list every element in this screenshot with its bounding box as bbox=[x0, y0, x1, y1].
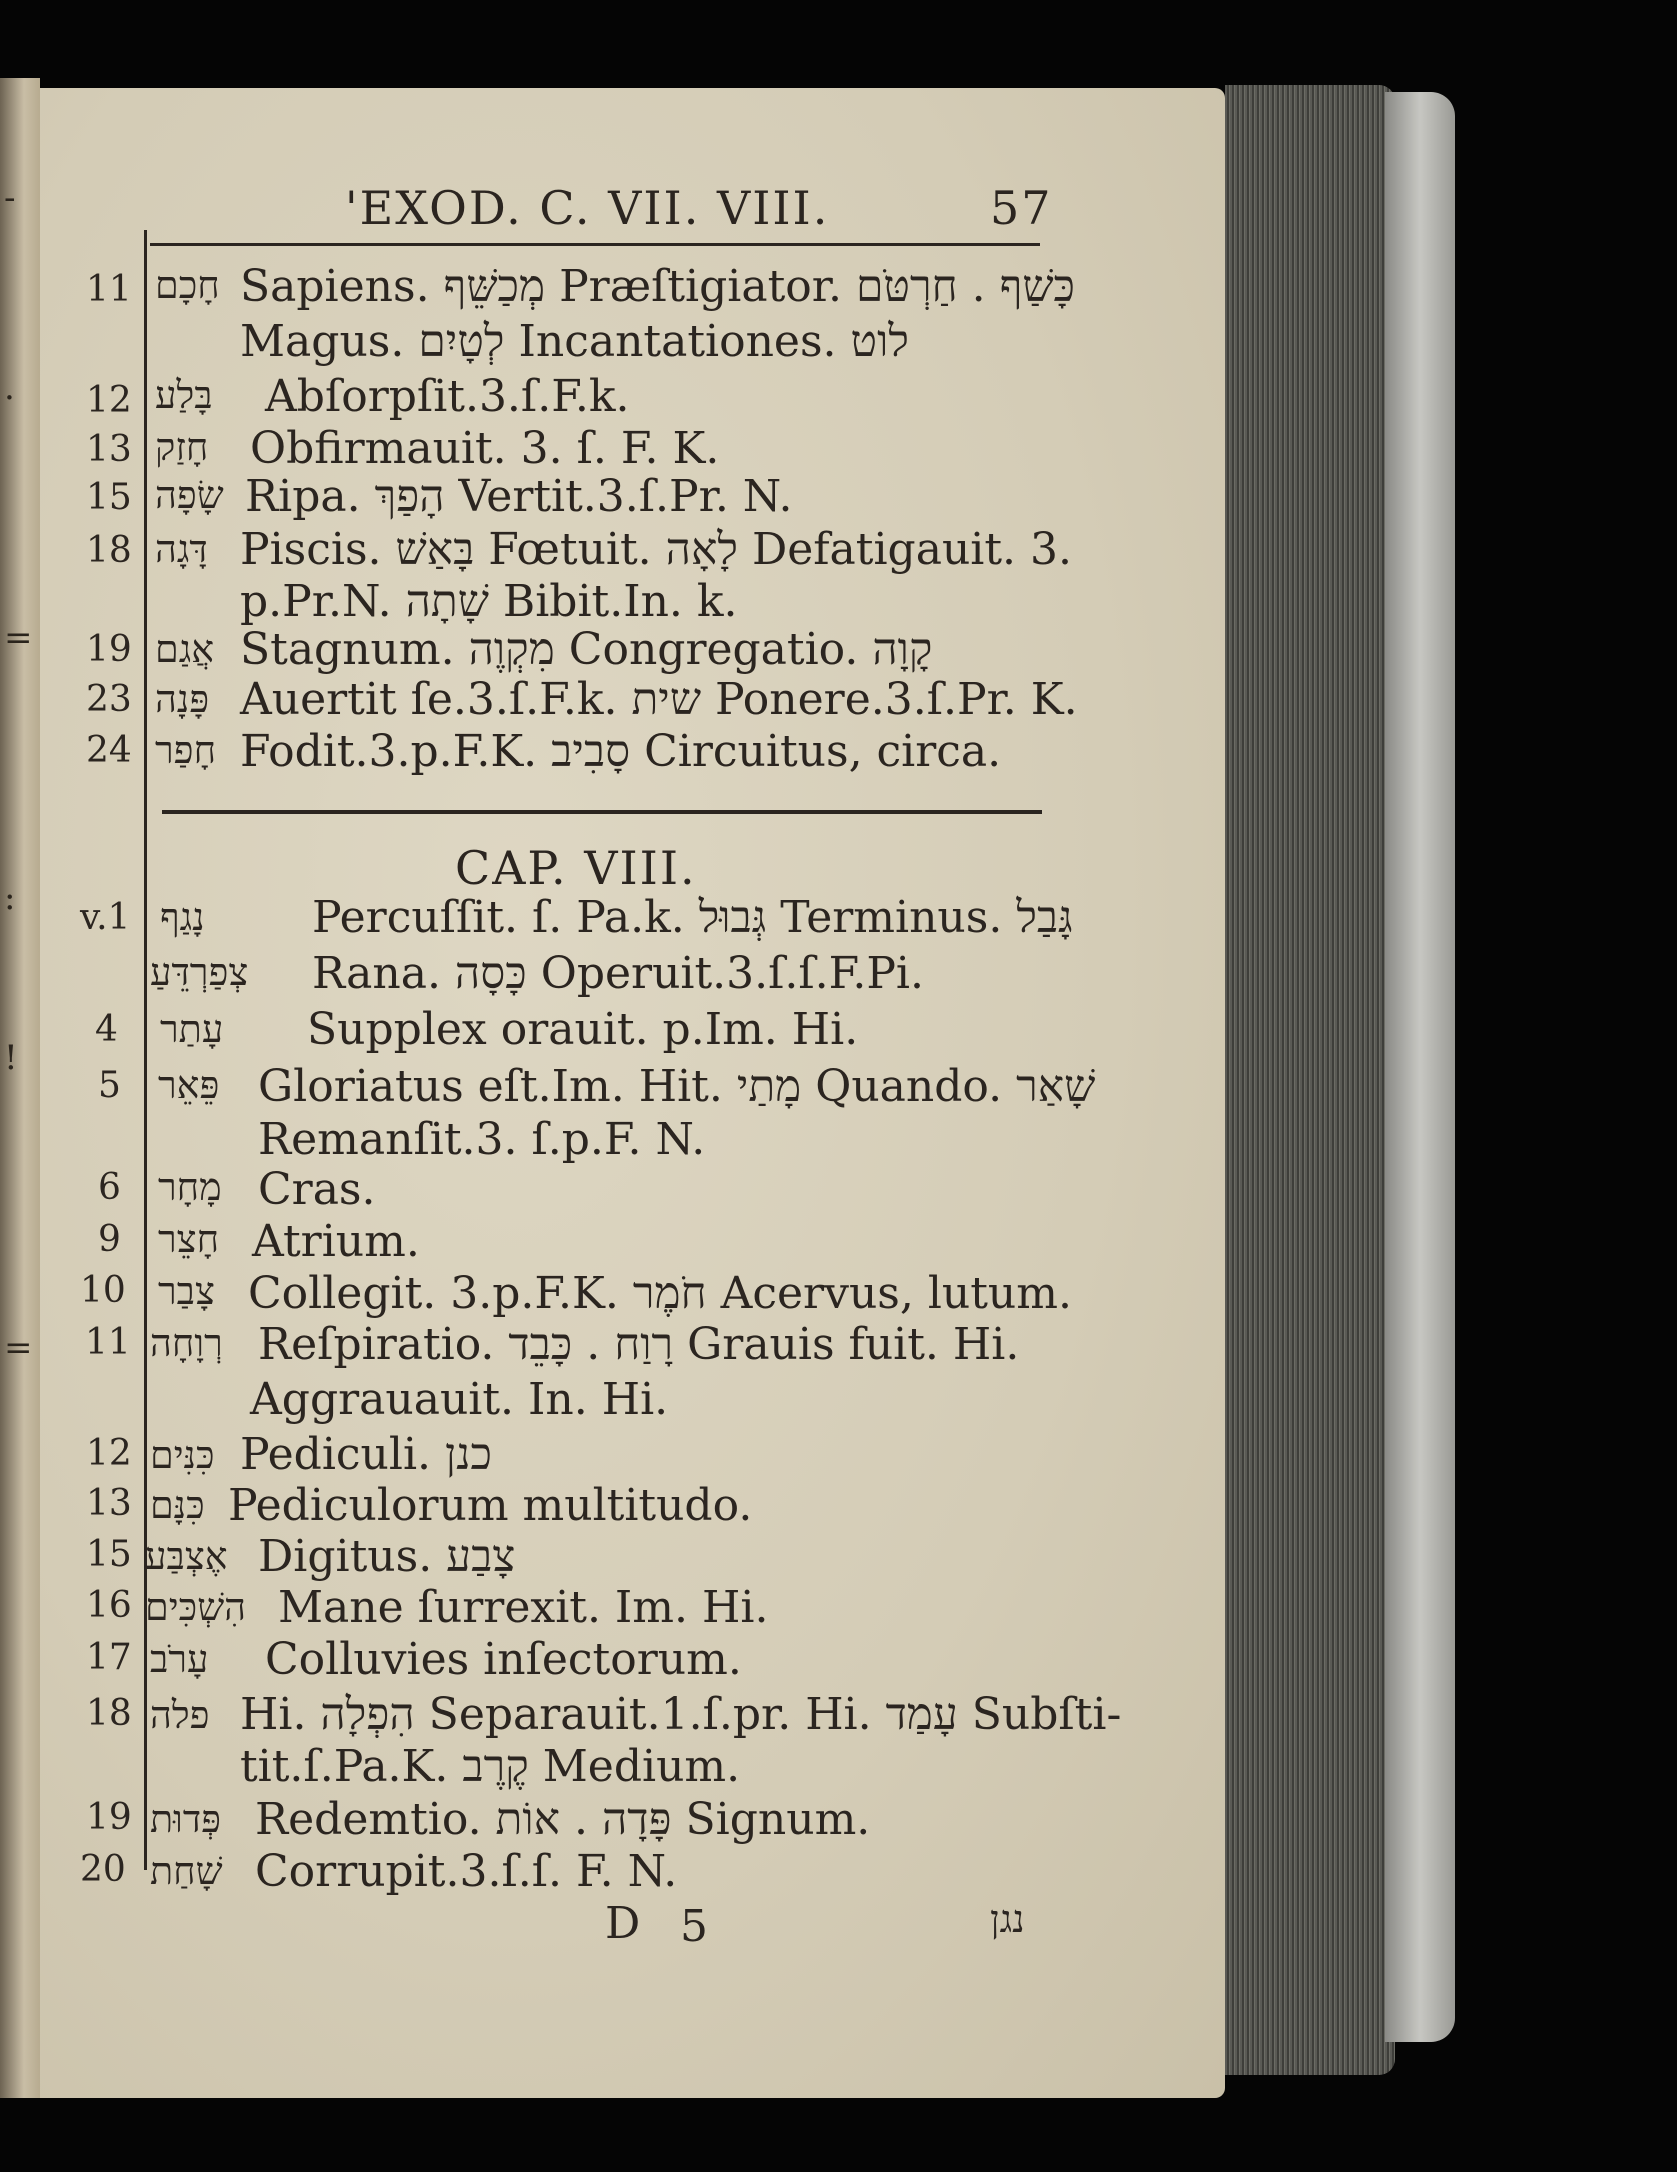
hebrew-headword: עָתַר bbox=[160, 1007, 224, 1051]
entry-line: Abſorpſit.3.ſ.F.k. bbox=[265, 371, 630, 422]
entry-line: Colluvies inſectorum. bbox=[265, 1634, 742, 1685]
entry-line: Redemtio. פָּדָה . אוֹת Signum. bbox=[255, 1794, 871, 1845]
verse-number: 17 bbox=[86, 1637, 132, 1678]
verse-number: 18 bbox=[86, 1693, 132, 1734]
entry-line: Ripa. הָפַךְ Vertit.3.ſ.Pr. N. bbox=[245, 471, 793, 522]
margin-fragment: = bbox=[4, 618, 33, 658]
margin-fragment: ! bbox=[4, 1038, 18, 1078]
hebrew-headword: צָבַר bbox=[158, 1269, 215, 1313]
hebrew-headword: שָׁחַת bbox=[150, 1849, 223, 1893]
hebrew-headword: רְוָחָה bbox=[150, 1321, 223, 1365]
verse-number: 20 bbox=[80, 1849, 126, 1890]
verse-number: v.1 bbox=[80, 897, 131, 938]
verse-number: 9 bbox=[98, 1219, 121, 1260]
verse-number: 24 bbox=[86, 730, 132, 771]
entry-line: Hi. הִפְלָה Separauit.1.ſ.pr. Hi. עָמַד Subſti- bbox=[240, 1689, 1122, 1740]
margin-fragment: - bbox=[4, 178, 16, 218]
hebrew-headword: כִּנִּים bbox=[150, 1433, 215, 1477]
hebrew-headword: חָפַר bbox=[155, 728, 217, 772]
entry-line: Collegit. 3.p.F.K. חֹמֶר Acervus, lutum. bbox=[248, 1268, 1072, 1319]
entry-line: Sapiens. מְכַשֵּׁף Præſtigiator. כָּשַׁף . חַרְטֹּם bbox=[240, 261, 1076, 312]
hebrew-headword: פְּדוּת bbox=[150, 1797, 222, 1841]
hebrew-headword: שָׂפָה bbox=[155, 473, 224, 517]
verse-number: 15 bbox=[86, 477, 132, 518]
entry-line: Stagnum. מִקְוֶה Congregatio. קָוָה bbox=[240, 624, 933, 675]
facing-page-edge bbox=[0, 78, 40, 2098]
entry-line: Auertit ſe.3.ſ.F.k. שית Ponere.3.ſ.Pr. K. bbox=[240, 674, 1078, 725]
hebrew-headword: חָזַק bbox=[155, 425, 209, 469]
entry-line: Digitus. צָבַע bbox=[258, 1531, 516, 1582]
verse-number: 4 bbox=[95, 1009, 118, 1050]
verse-number: 23 bbox=[86, 679, 132, 720]
entry-line: Gloriatus eſt.Im. Hit. מָתַי Quando. שָׁאַר bbox=[258, 1061, 1096, 1112]
hebrew-headword: מָחָר bbox=[158, 1165, 222, 1209]
section-rule bbox=[162, 810, 1042, 814]
hebrew-headword: צְפַרְדֵּעַ bbox=[150, 950, 249, 994]
hebrew-headword: דָּגָה bbox=[155, 527, 208, 571]
verse-number: 13 bbox=[86, 1483, 132, 1524]
entry-line: Atrium. bbox=[252, 1216, 420, 1267]
verse-number: 6 bbox=[98, 1167, 121, 1208]
hebrew-headword: כִּנָּם bbox=[150, 1483, 205, 1527]
verse-number: 5 bbox=[98, 1065, 121, 1106]
page-edges bbox=[1225, 85, 1395, 2075]
entry-line: Obfirmauit. 3. ſ. F. K. bbox=[250, 423, 720, 474]
hebrew-headword: אֲגַם bbox=[155, 627, 215, 671]
hebrew-headword: פָּנָה bbox=[155, 677, 210, 721]
hebrew-headword: עָרֹב bbox=[150, 1637, 209, 1681]
entry-line: Remanſit.3. ſ.p.F. N. bbox=[258, 1114, 706, 1165]
catchword: נגן bbox=[990, 1897, 1025, 1941]
verse-number: 10 bbox=[80, 1270, 126, 1311]
entry-line: Supplex orauit. p.Im. Hi. bbox=[307, 1004, 859, 1055]
margin-fragment: . bbox=[4, 368, 15, 408]
verse-number: 11 bbox=[86, 269, 132, 310]
hebrew-headword: חָכָם bbox=[155, 263, 220, 307]
entry-line: Magus. לְטָיִם Incantationes. לוט bbox=[240, 316, 909, 367]
hebrew-headword: חָצֵר bbox=[158, 1217, 220, 1261]
hebrew-headword: הִשְׁכִּים bbox=[145, 1585, 247, 1629]
verse-number: 13 bbox=[86, 429, 132, 470]
hebrew-headword: אֶצְבַּע bbox=[145, 1534, 228, 1578]
chapter-title: CAP. VIII. bbox=[455, 841, 697, 895]
running-head: 'EXOD. C. VII. VIII. bbox=[345, 181, 830, 235]
hebrew-headword: בָּלַע bbox=[155, 373, 213, 417]
entry-line: Cras. bbox=[258, 1164, 376, 1215]
entry-line: Rana. כָּסָה Operuit.3.ſ.ſ.F.Pi. bbox=[312, 948, 924, 999]
entry-line: Piscis. בָּאַשׁ Fœtuit. לָאָה Defatigauit. 3. bbox=[240, 524, 1072, 575]
entry-line: Aggrauauit. In. Hi. bbox=[250, 1374, 669, 1425]
entry-line: tit.ſ.Pa.K. קֶרֶב Medium. bbox=[240, 1741, 741, 1792]
hebrew-headword: נָגַף bbox=[160, 895, 205, 939]
verse-number: 18 bbox=[86, 530, 132, 571]
entry-line: Pediculi. כנן bbox=[240, 1429, 493, 1480]
margin-fragment: : bbox=[4, 878, 16, 918]
verse-number: 12 bbox=[86, 1433, 132, 1474]
page-number: 57 bbox=[990, 181, 1053, 235]
entry-line: Fodit.3.p.F.K. סָבִיב Circuitus, circa. bbox=[240, 726, 1002, 777]
entry-line: Percuſſit. ſ. Pa.k. גְּבוּל Terminus. גָּבַל bbox=[312, 892, 1073, 943]
verse-number: 19 bbox=[86, 629, 132, 670]
hebrew-headword: פלה bbox=[150, 1693, 210, 1737]
entry-line: Reſpiratio. רָוַח . כָּבֵד Grauis fuit. Hi. bbox=[258, 1319, 1020, 1370]
signature-number: 5 bbox=[680, 1901, 708, 1952]
entry-line: p.Pr.N. שָׁתָה Bibit.In. k. bbox=[240, 576, 738, 627]
header-rule bbox=[150, 243, 1040, 246]
margin-fragment: = bbox=[4, 1328, 33, 1368]
verse-number: 15 bbox=[86, 1534, 132, 1575]
entry-line: Pediculorum multitudo. bbox=[228, 1480, 753, 1531]
book-cover bbox=[1385, 92, 1455, 2042]
hebrew-headword: פֵּאֵר bbox=[158, 1063, 220, 1107]
verse-number: 19 bbox=[86, 1797, 132, 1838]
verse-number: 12 bbox=[86, 380, 132, 421]
entry-line: Corrupit.3.ſ.ſ. F. N. bbox=[255, 1846, 678, 1897]
signature-mark: D bbox=[605, 1898, 641, 1949]
verse-number: 11 bbox=[85, 1322, 131, 1363]
verse-number: 16 bbox=[86, 1585, 132, 1626]
entry-line: Mane ſurrexit. Im. Hi. bbox=[278, 1582, 769, 1633]
